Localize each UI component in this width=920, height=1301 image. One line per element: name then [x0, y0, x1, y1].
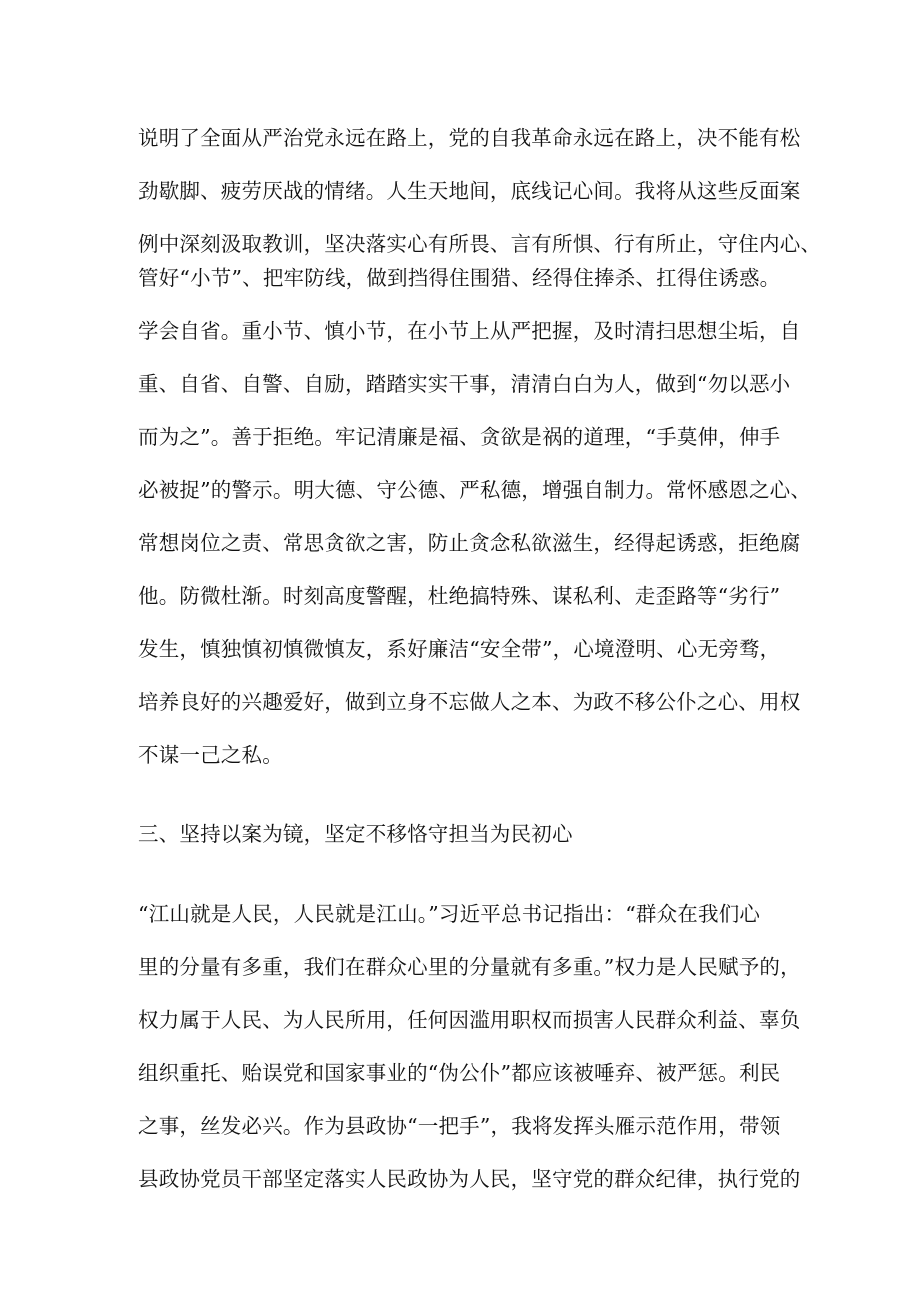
paragraph-1-line-7: 而为之”。善于拒绝。牢记清廉是福、贪欲是祸的道理，“手莫伸，伸手 [138, 425, 781, 449]
paragraph-2-line-3: 权力属于人民、为人民所用，任何因滥用职权而损害人民群众利益、辜负 [138, 1008, 801, 1032]
paragraph-1-line-1: 说明了全面从严治党永远在路上，党的自我革命永远在路上，决不能有松 [138, 126, 801, 150]
paragraph-2-line-4: 组织重托、贻误党和国家事业的“伪公仆”都应该被唾弃、被严惩。利民 [138, 1061, 781, 1085]
paragraph-1-line-2: 劲歇脚、疲劳厌战的情绪。人生天地间，底线记心间。我将从这些反面案 [138, 179, 801, 203]
paragraph-1-line-5: 学会自省。重小节、慎小节，在小节上从严把握，及时清扫思想尘垢，自 [138, 319, 801, 343]
paragraph-2-line-1: “江山就是人民，人民就是江山。”习近平总书记指出：“群众在我们心 [138, 902, 761, 926]
paragraph-1-line-6: 重、自省、自警、自励，踏踏实实干事，清清白白为人，做到“勿以恶小 [138, 372, 791, 396]
paragraph-1-line-3: 例中深刻汲取教训，坚决落实心有所畏、言有所惧、行有所止，守住内心、 [138, 232, 822, 256]
paragraph-2-line-2: 里的分量有多重，我们在群众心里的分量就有多重。”权力是人民赋予的， [138, 955, 801, 979]
paragraph-1-line-4: 管好“小节”、把牢防线，做到挡得住围猎、经得住捧杀、扛得住诱惑。 [138, 266, 781, 290]
paragraph-1-line-13: 不谋一己之私。 [138, 743, 283, 767]
paragraph-1-line-8: 必被捉”的警示。明大德、守公德、严私德，增强自制力。常怀感恩之心、 [138, 478, 812, 502]
paragraph-1-line-10: 他。防微杜渐。时刻高度警醒，杜绝搞特殊、谋私利、走歪路等“劣行” [138, 584, 781, 608]
section-heading: 三、坚持以案为镜，坚定不移恪守担当为民初心 [138, 822, 573, 846]
paragraph-2-line-5: 之事，丝发必兴。作为县政协“一把手”，我将发挥头雁示范作用，带领 [138, 1114, 781, 1138]
paragraph-2-line-6: 县政协党员干部坚定落实人民政协为人民，坚守党的群众纪律，执行党的 [138, 1167, 801, 1191]
paragraph-1-line-9: 常想岗位之责、常思贪欲之害，防止贪念私欲滋生，经得起诱惑，拒绝腐 [138, 531, 801, 555]
paragraph-1-line-12: 培养良好的兴趣爱好，做到立身不忘做人之本、为政不移公仆之心、用权 [138, 690, 801, 714]
paragraph-1-line-11: 发生，慎独慎初慎微慎友，系好廉洁“安全带”，心境澄明、心无旁骛， [138, 637, 781, 661]
